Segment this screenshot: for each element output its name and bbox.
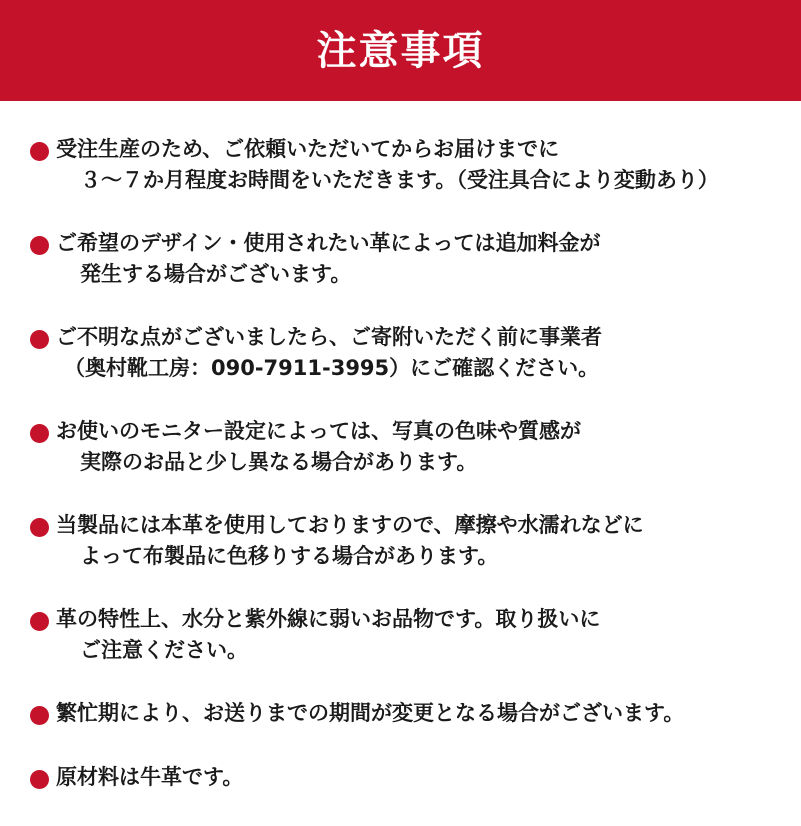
note-line: よって布製品に色移りする場合があります。 [80,544,499,568]
note-item-contact [30,322,790,384]
note-line: お使いのモニター設定によっては、写真の色味や質感が [56,419,581,443]
note-line: （奥村靴工房：090-7911-3995）にご確認ください。 [64,356,600,380]
note-item-busy-season [30,698,790,729]
bullet-dot-icon [30,142,49,161]
note-item-material [30,762,790,793]
note-item-order-lead-time [30,134,790,196]
header-banner [0,0,801,101]
notes-list [30,134,790,826]
bullet-dot-icon [30,236,49,255]
bullet-dot-icon [30,770,49,789]
note-line: ご希望のデザイン・使用されたい革によっては追加料金が [56,231,601,255]
note-item-color-transfer [30,510,790,572]
note-item-additional-fee [30,228,790,290]
note-line: 繁忙期により、お送りまでの期間が変更となる場合がございます。 [56,701,685,725]
note-item-leather-care [30,604,790,666]
bullet-dot-icon [30,706,49,725]
bullet-dot-icon [30,612,49,631]
bullet-dot-icon [30,330,49,349]
note-item-monitor-color [30,416,790,478]
note-line: 発生する場合がございます。 [80,262,352,286]
page-title: 注意事項 [316,27,485,74]
bullet-dot-icon [30,424,49,443]
note-line: 革の特性上、水分と紫外線に弱いお品物です。取り扱いに [56,607,601,631]
note-line: 原材料は牛革です。 [56,765,244,789]
note-line: ご注意ください。 [80,638,248,662]
note-line: 受注生産のため、ご依頼いただいてからお届けまでに [56,137,560,161]
bullet-dot-icon [30,518,49,537]
note-line: ３～７か月程度お時間をいただきます。（受注具合により変動あり） [80,168,719,192]
note-line: 実際のお品と少し異なる場合があります。 [80,450,478,474]
note-line: 当製品には本革を使用しておりますので、摩擦や水濡れなどに [56,513,644,537]
note-line: ご不明な点がございましたら、ご寄附いただく前に事業者 [56,325,602,349]
